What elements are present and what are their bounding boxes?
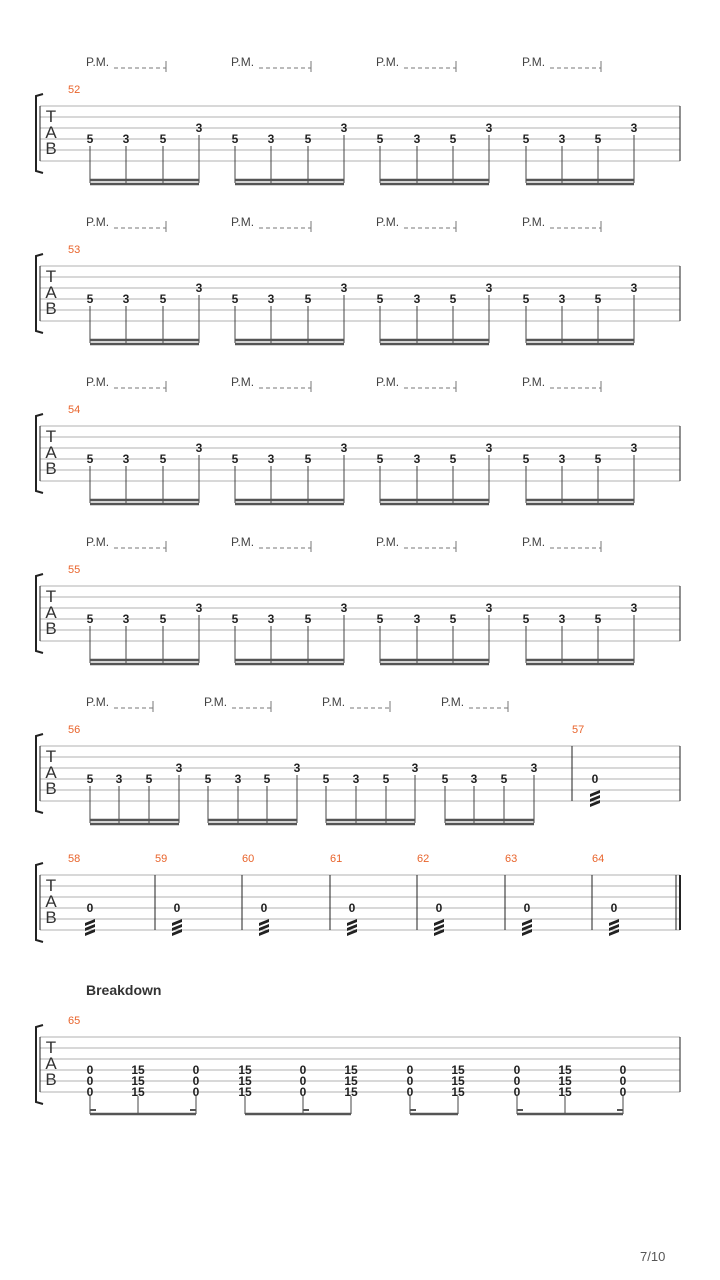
tab-note: 3	[115, 772, 123, 786]
tab-note: 0	[619, 1074, 627, 1088]
tab-clef-letter: A	[45, 283, 57, 302]
tab-note: 3	[234, 772, 242, 786]
tab-note: 5	[376, 292, 384, 306]
tab-note: 3	[630, 281, 638, 295]
tab-note: 15	[344, 1074, 358, 1088]
tab-note: 3	[267, 132, 275, 146]
tab-note: 5	[304, 292, 312, 306]
tab-note: 15	[344, 1085, 358, 1099]
palm-mute-label: P.M.	[322, 695, 346, 709]
tab-note: 3	[558, 452, 566, 466]
tab-note: 5	[322, 772, 330, 786]
tab-clef-letter: B	[45, 139, 57, 158]
tab-note: 3	[413, 132, 421, 146]
tab-clef-letter: B	[45, 908, 57, 927]
tab-note: 0	[299, 1085, 307, 1099]
tab-clef-letter: T	[45, 876, 57, 895]
palm-mute-label: P.M.	[231, 535, 255, 549]
tab-note: 0	[406, 1074, 414, 1088]
tab-note: 5	[304, 132, 312, 146]
palm-mute-label: P.M.	[86, 215, 110, 229]
tab-note: 5	[376, 132, 384, 146]
tab-note: 5	[263, 772, 271, 786]
tab-note: 5	[86, 772, 94, 786]
tab-clef-letter: T	[45, 587, 57, 606]
tab-note: 0	[192, 1063, 200, 1077]
palm-mute-label: P.M.	[231, 375, 255, 389]
tab-note: 0	[192, 1074, 200, 1088]
palm-mute-label: P.M.	[522, 535, 546, 549]
tab-note: 5	[522, 452, 530, 466]
palm-mute-label: P.M.	[441, 695, 465, 709]
tab-note: 3	[122, 292, 130, 306]
tab-note: 3	[267, 292, 275, 306]
measure-number: 56	[68, 724, 81, 736]
tab-note: 15	[131, 1074, 145, 1088]
tab-note: 15	[238, 1063, 252, 1077]
tab-note: 5	[382, 772, 390, 786]
tab-clef-letter: A	[45, 123, 57, 142]
tab-note: 3	[630, 121, 638, 135]
tab-clef-letter: T	[45, 427, 57, 446]
tab-note: 15	[238, 1074, 252, 1088]
tab-note: 0	[299, 1063, 307, 1077]
tab-clef-letter: A	[45, 763, 57, 782]
tab-note: 3	[630, 601, 638, 615]
tab-note: 3	[485, 121, 493, 135]
tab-note: 3	[413, 612, 421, 626]
tab-note: 5	[522, 292, 530, 306]
tab-note: 5	[594, 452, 602, 466]
tab-note: 5	[441, 772, 449, 786]
tab-note: 3	[340, 281, 348, 295]
tab-note: 3	[122, 132, 130, 146]
tab-clef-letter: T	[45, 107, 57, 126]
tab-note: 3	[340, 121, 348, 135]
tab-note: 0	[348, 901, 356, 915]
tab-note: 3	[195, 281, 203, 295]
tab-note: 5	[86, 132, 94, 146]
tab-note: 0	[513, 1063, 521, 1077]
tab-note: 0	[406, 1063, 414, 1077]
measure-number: 59	[155, 853, 168, 865]
palm-mute-label: P.M.	[231, 215, 255, 229]
tab-note: 15	[238, 1085, 252, 1099]
tab-note: 5	[159, 132, 167, 146]
tab-note: 3	[413, 292, 421, 306]
tab-note: 3	[530, 761, 538, 775]
tab-note: 15	[451, 1085, 465, 1099]
palm-mute-label: P.M.	[86, 695, 110, 709]
tab-clef-letter: A	[45, 443, 57, 462]
tab-clef-letter: T	[45, 1038, 57, 1057]
tab-note: 5	[449, 292, 457, 306]
tab-note: 5	[231, 292, 239, 306]
tab-note: 5	[86, 452, 94, 466]
palm-mute-label: P.M.	[522, 375, 546, 389]
tab-note: 0	[86, 1063, 94, 1077]
measure-number: 52	[68, 84, 81, 96]
palm-mute-label: P.M.	[86, 55, 110, 69]
tab-note: 0	[86, 1074, 94, 1088]
tab-note: 3	[122, 612, 130, 626]
tab-note: 5	[449, 452, 457, 466]
tab-note: 3	[175, 761, 183, 775]
tab-note: 5	[86, 292, 94, 306]
palm-mute-label: P.M.	[86, 375, 110, 389]
tab-note: 3	[195, 121, 203, 135]
tab-note: 0	[86, 1085, 94, 1099]
measure-number: 65	[68, 1015, 81, 1027]
tab-note: 15	[558, 1085, 572, 1099]
tab-note: 5	[500, 772, 508, 786]
tab-note: 0	[299, 1074, 307, 1088]
tab-note: 15	[558, 1063, 572, 1077]
tab-note: 15	[344, 1063, 358, 1077]
tab-note: 3	[267, 612, 275, 626]
tab-clef-letter: A	[45, 892, 57, 911]
tab-clef-letter: B	[45, 299, 57, 318]
palm-mute-label: P.M.	[376, 215, 400, 229]
measure-number: 57	[572, 724, 585, 736]
tab-note: 0	[610, 901, 618, 915]
tab-note: 5	[449, 612, 457, 626]
page-number: 7/10	[640, 1249, 666, 1264]
tab-clef-letter: T	[45, 267, 57, 286]
tab-note: 5	[594, 612, 602, 626]
measure-number: 53	[68, 244, 81, 256]
tab-note: 15	[451, 1074, 465, 1088]
tab-note: 0	[435, 901, 443, 915]
tab-note: 3	[470, 772, 478, 786]
tab-note: 5	[376, 452, 384, 466]
tab-note: 5	[304, 452, 312, 466]
tab-note: 5	[159, 292, 167, 306]
tab-note: 5	[231, 612, 239, 626]
tab-note: 5	[231, 132, 239, 146]
palm-mute-label: P.M.	[204, 695, 228, 709]
tab-note: 0	[619, 1085, 627, 1099]
tab-clef-letter: B	[45, 459, 57, 478]
tab-note: 3	[558, 132, 566, 146]
measure-number: 55	[68, 564, 81, 576]
palm-mute-label: P.M.	[231, 55, 255, 69]
measure-number: 61	[330, 853, 343, 865]
tab-note: 5	[376, 612, 384, 626]
tab-note: 15	[558, 1074, 572, 1088]
tab-note: 5	[449, 132, 457, 146]
tab-note: 5	[594, 292, 602, 306]
tab-note: 3	[485, 281, 493, 295]
tab-clef-letter: A	[45, 1054, 57, 1073]
tab-note: 3	[558, 292, 566, 306]
tab-note: 0	[591, 772, 599, 786]
tab-note: 0	[173, 901, 181, 915]
tab-note: 5	[204, 772, 212, 786]
tab-clef-letter: B	[45, 779, 57, 798]
measure-number: 58	[68, 853, 81, 865]
tab-note: 0	[513, 1085, 521, 1099]
tab-note: 3	[340, 441, 348, 455]
tab-note: 5	[522, 132, 530, 146]
measure-number: 62	[417, 853, 430, 865]
tab-note: 3	[558, 612, 566, 626]
tab-note: 0	[619, 1063, 627, 1077]
measure-number: 63	[505, 853, 518, 865]
tab-note: 5	[86, 612, 94, 626]
measure-number: 64	[592, 853, 605, 865]
tab-note: 3	[411, 761, 419, 775]
tab-note: 0	[406, 1085, 414, 1099]
tab-note: 0	[513, 1074, 521, 1088]
palm-mute-label: P.M.	[376, 55, 400, 69]
tab-note: 5	[145, 772, 153, 786]
tab-clef-letter: T	[45, 747, 57, 766]
tab-note: 5	[159, 452, 167, 466]
tab-note: 3	[267, 452, 275, 466]
tab-clef-letter: A	[45, 603, 57, 622]
tab-note: 0	[260, 901, 268, 915]
tab-note: 5	[231, 452, 239, 466]
palm-mute-label: P.M.	[376, 535, 400, 549]
palm-mute-label: P.M.	[376, 375, 400, 389]
tab-note: 3	[413, 452, 421, 466]
measure-number: 60	[242, 853, 255, 865]
tab-note: 3	[340, 601, 348, 615]
tab-clef-letter: B	[45, 619, 57, 638]
tab-note: 3	[485, 601, 493, 615]
measure-number: 54	[68, 404, 81, 416]
tab-note: 15	[451, 1063, 465, 1077]
tab-note: 0	[86, 901, 94, 915]
tab-note: 15	[131, 1063, 145, 1077]
tab-note: 3	[195, 601, 203, 615]
tab-note: 3	[122, 452, 130, 466]
tab-note: 0	[523, 901, 531, 915]
palm-mute-label: P.M.	[522, 215, 546, 229]
tab-note: 5	[159, 612, 167, 626]
tab-note: 5	[304, 612, 312, 626]
section-title-breakdown: Breakdown	[86, 982, 162, 998]
tab-note: 3	[485, 441, 493, 455]
tab-note: 0	[192, 1085, 200, 1099]
palm-mute-label: P.M.	[86, 535, 110, 549]
tab-clef-letter: B	[45, 1070, 57, 1089]
tab-note: 15	[131, 1085, 145, 1099]
tab-note: 3	[630, 441, 638, 455]
tab-note: 3	[293, 761, 301, 775]
tab-note: 3	[352, 772, 360, 786]
tab-note: 3	[195, 441, 203, 455]
tab-note: 5	[522, 612, 530, 626]
palm-mute-label: P.M.	[522, 55, 546, 69]
tab-note: 5	[594, 132, 602, 146]
